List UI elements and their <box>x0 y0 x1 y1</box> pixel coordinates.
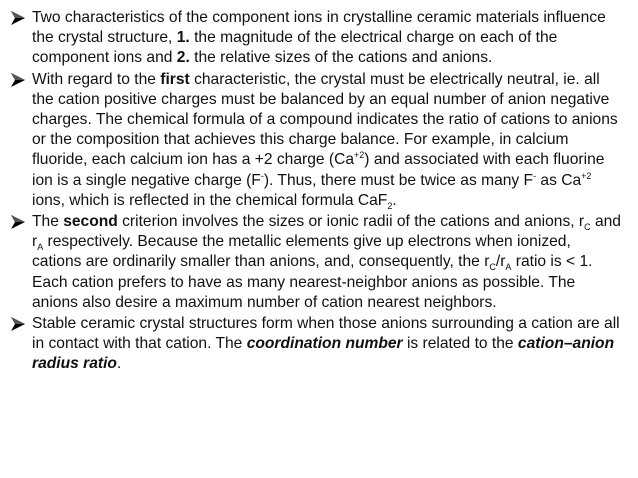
subscript: 2 <box>387 200 393 211</box>
text: and r <box>32 213 621 251</box>
arrowhead-bullet-icon <box>10 72 26 88</box>
text: respectively. Because the metallic elements give up electrons when ionized, cations are ordinarily smaller than anions, and, consequently, the r <box>32 233 571 271</box>
bold-number: 2. <box>176 49 190 67</box>
arrowhead-bullet-icon <box>10 316 26 332</box>
bold-number: 1. <box>176 29 190 47</box>
text: . <box>116 355 122 373</box>
text: ratio is < 1. Each cation prefers to have as many nearest-neighbor anions as possible. The anions also desire a maximum number of cation nearest neighbors. <box>32 253 593 311</box>
bold-word: first <box>160 70 190 88</box>
text: The <box>32 213 64 231</box>
text: /r <box>495 253 506 271</box>
text: the relative sizes of the cations and anions. <box>189 49 493 67</box>
superscript: - <box>533 170 537 181</box>
bullet-item-2 <box>10 70 622 211</box>
bold-italic-term: cation–anion radius ratio <box>32 335 615 373</box>
text: is related to the <box>402 335 518 353</box>
subscript: A <box>505 262 512 273</box>
text: criterion involves the sizes or ionic radii of the cations and anions, r <box>117 213 585 231</box>
text: With regard to the <box>32 70 161 88</box>
arrowhead-bullet-icon <box>10 10 26 26</box>
subscript: A <box>37 242 44 253</box>
bold-word: second <box>63 213 118 231</box>
bold-italic-term: coordination number <box>246 335 403 353</box>
text: characteristic, the crystal must be electrically neutral, ie. all the cation positive charges must be balanced by an equal number of anion negative charges. The chemical formula of a compound indicates the ratio of cations to anions or the composition that achieves this charge balance. For example, in calcium fluoride, each calcium ion has a +2 charge (Ca <box>32 70 618 169</box>
superscript: +2 <box>354 150 365 161</box>
subscript: C <box>584 222 591 233</box>
bullet-item-4 <box>10 314 622 375</box>
text: ) and associated with each fluorine ion is a single negative charge (F <box>32 151 605 189</box>
bullet-item-3 <box>10 212 622 313</box>
text: Stable ceramic crystal structures form when those anions surrounding a cation are all in contact with that cation. The <box>32 315 620 353</box>
subscript: C <box>489 262 496 273</box>
text: as Ca <box>536 171 582 189</box>
text: the magnitude of the electrical charge on each of the component ions and <box>32 29 558 67</box>
text: ions, which is reflected in the chemical formula CaF <box>32 191 388 209</box>
text: . <box>392 191 397 209</box>
superscript: +2 <box>581 170 592 181</box>
bullet-item-1 <box>10 8 622 69</box>
text: ). Thus, there must be twice as many F <box>263 171 534 189</box>
superscript: - <box>260 170 264 181</box>
arrowhead-bullet-icon <box>10 214 26 230</box>
text: Two characteristics of the component ions in crystalline ceramic materials influence the crystal structure, <box>32 9 606 47</box>
